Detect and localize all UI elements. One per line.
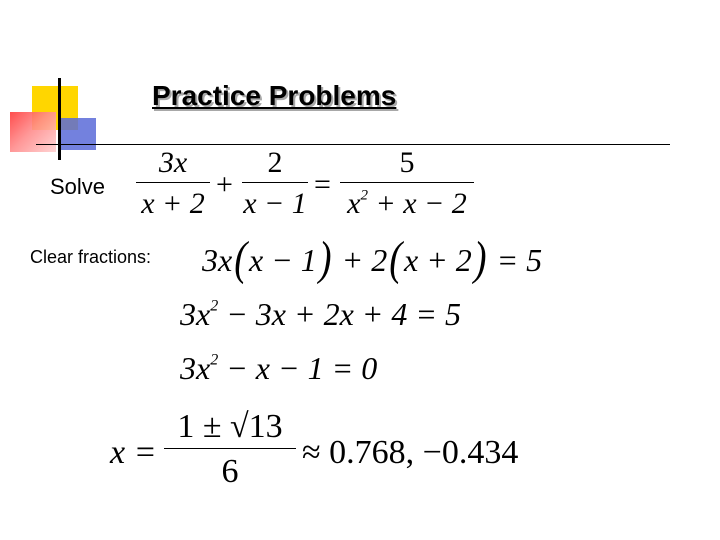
- fraction-denominator: x − 1: [243, 187, 307, 220]
- fraction-numerator: 2: [267, 146, 283, 179]
- fraction-2-over-x-minus-1: [242, 148, 308, 219]
- fraction-5-over-quadratic: [340, 148, 474, 219]
- solution-lhs: x =: [110, 434, 157, 471]
- fraction-denominator: x + 2: [141, 187, 205, 220]
- logo-red-square: [10, 112, 56, 152]
- logo-vertical-line: [58, 78, 61, 160]
- clear-fractions-equation: 3x(x − 1) + 2(x + 2) = 5: [202, 232, 543, 286]
- fraction-bar: [136, 182, 210, 183]
- fraction-numerator: 3x: [158, 146, 188, 179]
- title-divider: [36, 144, 670, 145]
- quadratic-equation: $3x^2 - x - 1 = 0$: [180, 350, 378, 386]
- fraction-numerator: 1 ± √13: [177, 408, 283, 445]
- fraction-bar: [164, 448, 296, 449]
- logo-blue-square: [60, 118, 96, 150]
- fraction-3x-over-x-plus-2: [136, 148, 210, 219]
- plus-operator: +: [216, 168, 233, 201]
- slide-title: Practice Problems: [152, 80, 397, 111]
- quadratic-formula-fraction: [164, 410, 296, 489]
- equals-sign: =: [314, 168, 331, 201]
- fraction-numerator: 5: [399, 146, 415, 179]
- fraction-denominator: 6: [221, 453, 239, 490]
- fraction-bar: [340, 182, 474, 183]
- approximate-roots: ≈ 0.768, −0.434: [302, 434, 519, 471]
- solve-label: Solve: [50, 174, 106, 199]
- fraction-bar: [242, 182, 308, 183]
- clear-fractions-label: Clear fractions:: [30, 247, 152, 267]
- expanded-equation: $3x^2 - 3x + 2x + 4 = 5$: [180, 296, 461, 332]
- fraction-denominator: $x^2 + x - 2$: [347, 187, 467, 220]
